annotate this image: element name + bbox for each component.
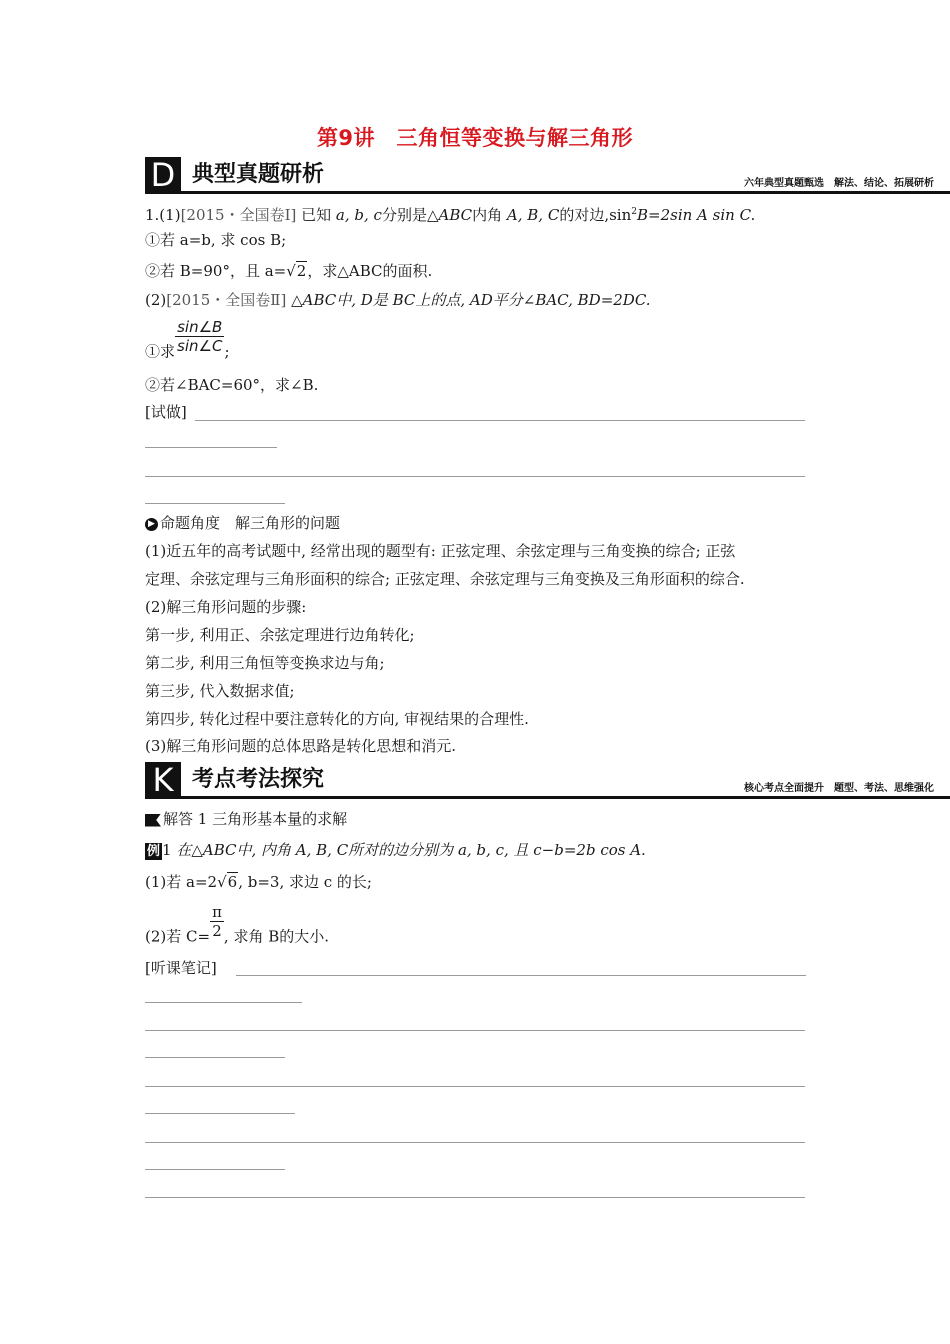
answer-1-heading xyxy=(145,809,347,829)
text: (1)若 a=2 xyxy=(145,873,218,891)
radicand: 6 xyxy=(227,873,238,891)
flag-icon xyxy=(145,814,161,827)
notes-line[interactable] xyxy=(145,1086,805,1087)
play-circle-icon: ▶ xyxy=(145,518,158,531)
section-k-tag: 核心考点全面提升 题型、考法、思维强化 xyxy=(744,783,934,794)
example-number: 1 xyxy=(162,841,172,859)
text: 内角 xyxy=(472,206,507,224)
text: 在△ABC中, 内角 A, B, C所对的边分别为 a, b, c, 且 c−b=2b cos A. xyxy=(171,841,646,859)
page-title: 第9讲 三角恒等变换与解三角形 xyxy=(316,126,634,150)
example-1-q2 xyxy=(145,903,329,947)
example-badge: 例 xyxy=(147,843,161,859)
denominator: sin∠C xyxy=(177,337,223,355)
text: 分别是△ xyxy=(381,206,439,224)
analysis-heading xyxy=(145,513,340,533)
text: (2)若 C= xyxy=(145,927,211,946)
problem-source: [2015・全国卷Ⅱ] xyxy=(166,291,287,309)
text: ②若 B=90°，且 a= xyxy=(145,262,287,280)
fraction xyxy=(210,903,224,940)
analysis-p1-line2: 定理、余弦定理与三角形面积的综合; 正弦定理、余弦定理与三角变换及三角形面积的综合. xyxy=(145,570,745,588)
section-k-rule xyxy=(145,796,950,799)
fraction xyxy=(175,318,224,355)
notes-line[interactable] xyxy=(145,1142,805,1143)
numerator: sin∠B xyxy=(175,318,224,337)
section-k-title: 考点考法探究 xyxy=(192,767,325,792)
text: △ABC中, D是 BC上的点, AD平分∠BAC, BD=2DC. xyxy=(286,291,651,309)
analysis-step-4: 第四步, 转化过程中要注意转化的方向, 审视结果的合理性. xyxy=(145,710,529,728)
section-d-tag: 六年典型真题甄选 解法、结论、拓展研析 xyxy=(744,178,934,189)
section-d-title: 典型真题研析 xyxy=(192,162,325,187)
angles: A, B, C xyxy=(506,206,560,224)
analysis-step-3: 第三步, 代入数据求值; xyxy=(145,682,295,700)
notes-line[interactable] xyxy=(145,1002,302,1003)
problem-1-1-q2 xyxy=(145,261,432,281)
problem-source: [2015・全国卷Ⅰ] xyxy=(180,206,297,224)
text: , 求角 B的大小. xyxy=(223,927,330,946)
text: ①求 xyxy=(145,342,176,361)
notes-line[interactable] xyxy=(236,975,806,976)
analysis-p2: (2)解三角形问题的步骤: xyxy=(145,598,307,616)
text: 的对边,sin xyxy=(559,206,632,224)
answer-line[interactable] xyxy=(145,503,285,504)
example-1-q1 xyxy=(145,872,372,892)
triangle-name: ABC xyxy=(438,206,473,224)
sqrt-symbol: √6 xyxy=(217,873,238,891)
notes-line[interactable] xyxy=(145,1169,285,1170)
radicand: 2 xyxy=(296,262,307,280)
sqrt-symbol: √2 xyxy=(286,262,307,280)
numerator: π xyxy=(212,903,222,921)
analysis-p3: (3)解三角形问题的总体思路是转化思想和消元. xyxy=(145,737,457,755)
section-k-letter: K xyxy=(145,762,181,798)
notes-line[interactable] xyxy=(145,1030,805,1031)
section-d-rule xyxy=(145,191,950,194)
text: 已知 xyxy=(296,206,336,224)
denominator: 2 xyxy=(212,922,222,940)
problem-number: (2) xyxy=(145,291,167,309)
notes-line[interactable] xyxy=(145,1197,805,1198)
problem-1-1-statement xyxy=(145,202,755,225)
answer-line[interactable] xyxy=(195,420,805,421)
text: 解答 1 三角形基本量的求解 xyxy=(163,810,348,828)
text: ; xyxy=(224,342,230,361)
answer-line[interactable] xyxy=(145,476,805,477)
text: 命题角度 解三角形的问题 xyxy=(160,514,341,532)
variables: a, b, c xyxy=(335,206,382,224)
problem-1-1-q1: ①若 a=b, 求 cos B; xyxy=(145,231,287,249)
problem-number: 1.(1) xyxy=(145,206,181,224)
text: ，求△ABC的面积. xyxy=(307,262,433,280)
analysis-step-1: 第一步, 利用正、余弦定理进行边角转化; xyxy=(145,626,415,644)
section-d-letter: D xyxy=(145,157,181,193)
text: , b=3, 求边 c 的长; xyxy=(238,873,372,891)
text: B=2sin A sin C. xyxy=(636,206,756,224)
analysis-step-2: 第二步, 利用三角恒等变换求边与角; xyxy=(145,654,385,672)
notes-line[interactable] xyxy=(145,1057,285,1058)
notes-line[interactable] xyxy=(145,1113,295,1114)
notes-label: [听课笔记] xyxy=(145,959,217,977)
example-1-statement xyxy=(145,840,646,860)
answer-line[interactable] xyxy=(145,447,277,448)
problem-1-2-statement xyxy=(145,290,651,310)
analysis-p1-line1: (1)近五年的高考试题中, 经常出现的题型有: 正弦定理、余弦定理与三角变换的综合; 正弦 xyxy=(145,542,736,560)
try-label: [试做] xyxy=(145,403,187,421)
exponent: 2 xyxy=(631,207,637,217)
problem-1-2-q2: ②若∠BAC=60°，求∠B. xyxy=(145,376,319,394)
problem-1-2-q1 xyxy=(145,318,230,362)
